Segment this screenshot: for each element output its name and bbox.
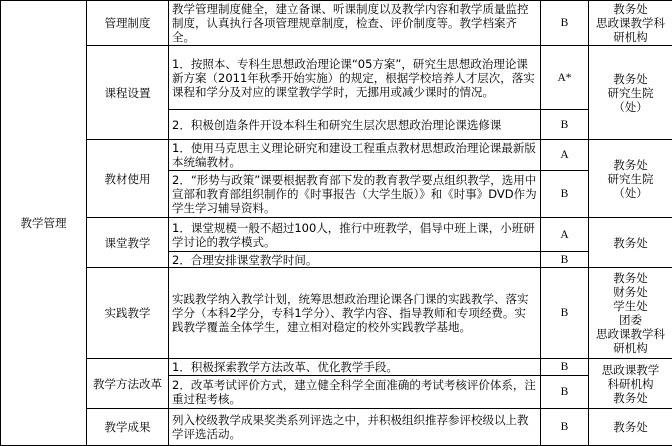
standard-cell: 2．积极创造条件开设本科生和研究生层次思想政治理论课选修课: [169, 110, 541, 140]
unit-line: （处）: [592, 100, 669, 114]
unit-line: 团委: [592, 313, 669, 327]
table-row: [1, 140, 672, 171]
standard-cell: 1．使用马克思主义理论研究和建设工程重点教材思想政治理论课最新版本统编教材。: [169, 140, 541, 171]
standard-cell: 列入校级教学成果奖类系列评选之中，并积极组织推荐参评校级以上教学评选活动。: [169, 409, 541, 446]
item-cell: 课堂教学: [87, 218, 169, 268]
unit-cell: [589, 359, 672, 409]
unit-cell: [589, 268, 672, 359]
unit-line: （处）: [592, 186, 669, 200]
level-cell: B: [541, 1, 589, 46]
level-cell: B: [541, 252, 589, 268]
item-cell: 教材使用: [87, 140, 169, 218]
unit-line: 思政课教学: [592, 363, 669, 377]
unit-line: 研机构: [592, 341, 669, 355]
unit-line: 教务处: [592, 420, 669, 434]
unit-line: 财务处: [592, 285, 669, 299]
unit-line: 思政课教学科: [592, 16, 669, 30]
level-cell: A: [541, 140, 589, 171]
item-cell: 实践教学: [87, 268, 169, 359]
standard-cell: 2．改革考试评价方式，建立健全科学全面准确的考试考核评价体系，注重过程考核。: [169, 376, 541, 409]
unit-cell: [589, 46, 672, 140]
unit-line: 教务处: [592, 2, 669, 16]
unit-cell: [589, 1, 672, 46]
standard-cell: 1．按照本、专科生思想政治理论课“05方案”，研究生思想政治理论课新方案（2011年秋季开始实施）的规定，根据学校培养人才层次，落实课程和学分及对应的课堂教学学时，无挪用或减少课时的情况。: [169, 46, 541, 110]
category-cell: 教学管理: [1, 1, 87, 446]
unit-cell: [589, 140, 672, 218]
level-cell: A: [541, 218, 589, 252]
unit-line: 研究生院: [592, 86, 669, 100]
standard-cell: 2．“形势与政策”课要根据教育部下发的教育教学要点组织教学，选用中宣部和教育部组织制作的《时事报告（大学生版）》和《时事》DVD作为学生学习辅导资料。: [169, 171, 541, 218]
item-cell: 教学方法改革: [87, 359, 169, 409]
table-row: [1, 409, 672, 446]
unit-line: 研究生院: [592, 172, 669, 186]
level-cell: B: [541, 110, 589, 140]
table-row: [1, 268, 672, 359]
level-cell: B: [541, 376, 589, 409]
level-cell: B: [541, 268, 589, 359]
table-row: [1, 46, 672, 110]
standard-cell: 教学管理制度健全，建立备课、听课制度以及教学内容和教学质量监控制度，认真执行各项管理规章制度，检查、评价制度等。教学档案齐全。: [169, 1, 541, 46]
unit-line: 思政课教学科: [592, 327, 669, 341]
standard-cell: 实践教学纳入教学计划，统筹思想政治理论课各门课的实践教学、落实学分（本科2学分，专科1学分）、教学内容、指导教师和专项经费。实践教学覆盖全体学生，建立相对稳定的校外实践教学基地。: [169, 268, 541, 359]
unit-line: 科研机构: [592, 377, 669, 391]
unit-line: 研机构: [592, 30, 669, 44]
level-cell: A*: [541, 46, 589, 110]
table-row: [1, 1, 672, 46]
unit-line: 教务处: [592, 158, 669, 172]
table-row: [1, 218, 672, 252]
item-cell: 教学成果: [87, 409, 169, 446]
standard-cell: 1．积极探索教学方法改革、优化教学手段。: [169, 359, 541, 376]
item-cell: 管理制度: [87, 1, 169, 46]
level-cell: B: [541, 171, 589, 218]
unit-line: 教务处: [592, 271, 669, 285]
unit-line: 教务处: [592, 391, 669, 405]
item-cell: 课程设置: [87, 46, 169, 140]
level-cell: B: [541, 359, 589, 376]
standard-cell: 2．合理安排课堂教学时间。: [169, 252, 541, 268]
unit-line: 教务处: [592, 72, 669, 86]
standard-cell: 1．课堂规模一般不超过100人，推行中班教学，倡导中班上课，小班研学讨论的教学模式。: [169, 218, 541, 252]
level-cell: B: [541, 409, 589, 446]
table-row: [1, 359, 672, 376]
unit-cell: [589, 409, 672, 446]
unit-line: 学生处: [592, 299, 669, 313]
unit-line: 教务处: [592, 236, 669, 250]
unit-cell: [589, 218, 672, 268]
